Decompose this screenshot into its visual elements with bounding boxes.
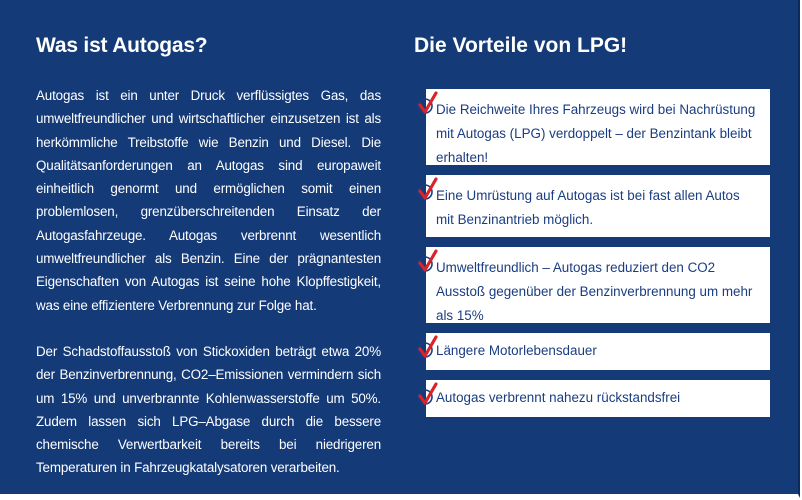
left-column xyxy=(36,34,381,480)
intro-paragraph: Autogas ist ein unter Druck verflüssigtes Gas, das umweltfreundlicher und wirtschaftlicher einzusetzen ist als herkömmliche Treibstoffe wie Benzin und Diesel. Die Qualitätsanforderungen an Autogas sind europaweit einheitlich genormt und ermöglichen somit einen problemlosen, grenzüberschreitenden Einsatz der Autogasfahrzeuge. Autogas verbrennt wesentlich umweltfreundlicher als Benzin. Eine der prägnantesten Eigenschaften von Autogas ist seine hohe Klopffestigkeit, was eine effizientere Verbrennung zur Folge hat. xyxy=(36,88,381,313)
checkmark-icon xyxy=(416,382,438,408)
benefit-item xyxy=(426,380,770,417)
checkmark-icon xyxy=(416,177,438,203)
benefit-item xyxy=(426,175,770,237)
section-title-autogas: Was ist Autogas? xyxy=(36,34,208,57)
checkmark-icon xyxy=(416,91,438,117)
emissions-paragraph: Der Schadstoffausstoß von Stickoxiden beträgt etwa 20% der Benzinverbrennung, CO2–Emissionen vermindern sich um 15% und unverbrannte Kohlenwasserstoffe um 50%. Zudem lassen sich LPG–Abgase durch die bessere chemische Verwertbarkeit bereits bei niedrigeren Temperaturen in Fahrzeugkatalysatoren verarbeiten. xyxy=(36,343,381,476)
right-column xyxy=(414,34,770,427)
section-title-lpg-benefits: Die Vorteile von LPG! xyxy=(414,34,628,57)
benefit-item xyxy=(426,333,770,370)
benefit-text: Eine Umrüstung auf Autogas ist bei fast allen Autos mit Benzinantrieb möglich. xyxy=(436,188,740,227)
benefit-item xyxy=(426,89,770,165)
benefit-item xyxy=(426,247,770,323)
benefits-list xyxy=(414,89,770,417)
checkmark-icon xyxy=(416,249,438,275)
benefit-text: Die Reichweite Ihres Fahrzeugs wird bei Nachrüstung mit Autogas (LPG) verdoppelt – der Benzintank bleibt erhalten! xyxy=(436,102,756,165)
benefit-text: Autogas verbrennt nahezu rückstandsfrei xyxy=(436,390,681,405)
benefit-text: Umweltfreundlich – Autogas reduziert den CO2 Ausstoß gegenüber der Benzinverbrennung um mehr als 15% xyxy=(436,260,753,323)
checkmark-icon xyxy=(416,335,438,361)
benefit-text: Längere Motorlebensdauer xyxy=(436,343,597,358)
